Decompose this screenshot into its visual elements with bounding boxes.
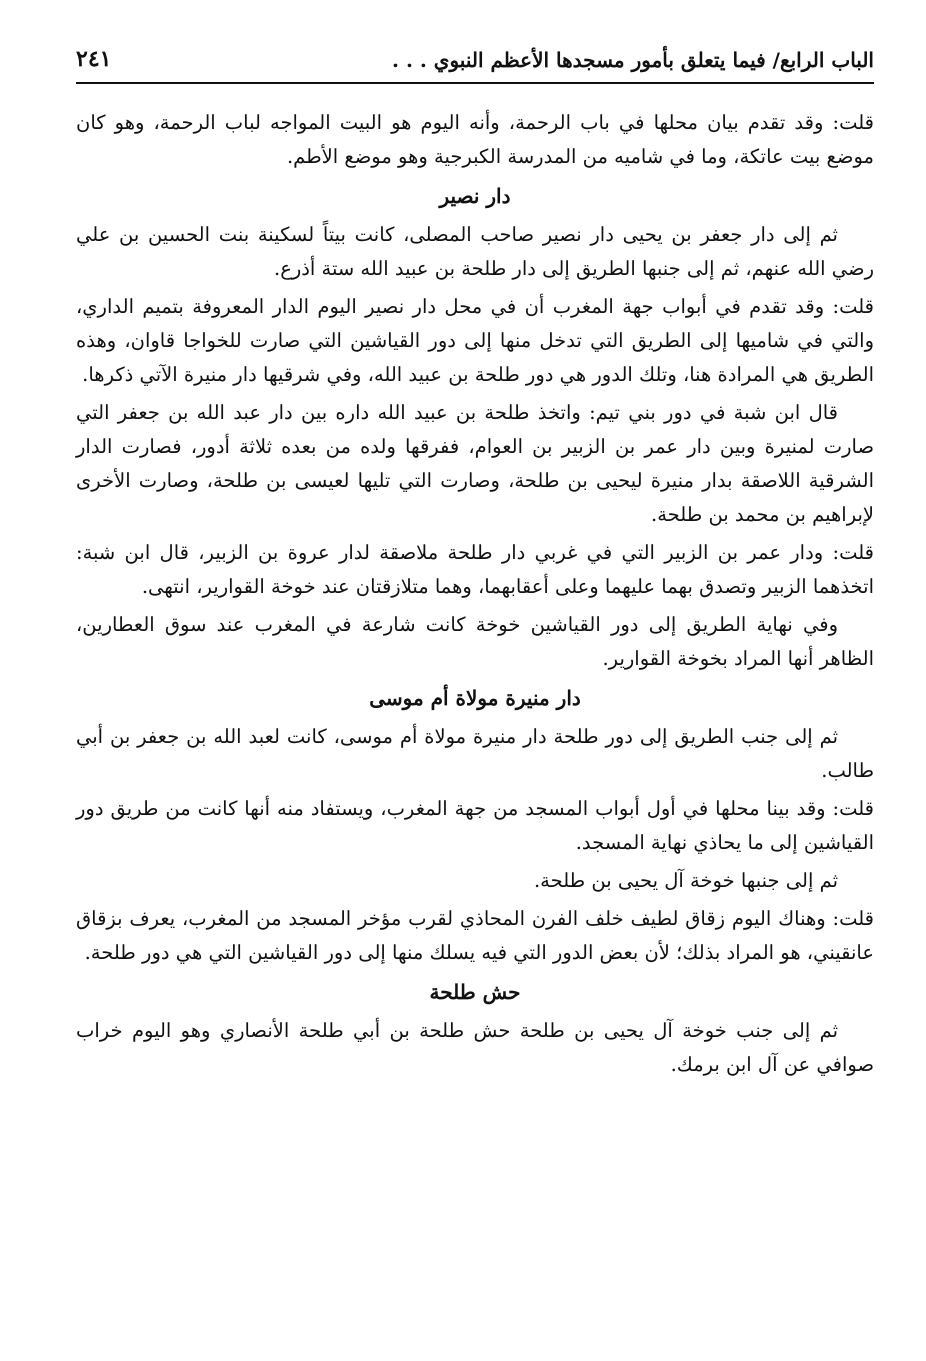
paragraph: ثم إلى جنب الطريق إلى دور طلحة دار منيرة مولاة أم موسى، كانت لعبد الله بن جعفر بن أبي طالب. xyxy=(76,725,874,782)
paragraph: قلت: وقد تقدم بيان محلها في باب الرحمة، وأنه اليوم هو البيت المواجه لباب الرحمة، وهو كان موضع بيت عاتكة، وما في شاميه من المدرسة الكبرجية وهو موضع الأطم. xyxy=(76,111,874,168)
section-heading: دار منيرة مولاة أم موسى xyxy=(369,686,581,710)
paragraph: وفي نهاية الطريق إلى دور القياشين خوخة كانت شارعة في المغرب عند سوق العطارين، الظاهر أنها المراد بخوخة القوارير. xyxy=(76,613,874,670)
paragraph: ثم إلى جنب خوخة آل يحيى بن طلحة حش طلحة بن أبي طلحة الأنصاري وهو اليوم خراب صوافي عن آل ابن برمك. xyxy=(76,1019,874,1076)
section-heading: حش طلحة xyxy=(429,980,521,1004)
paragraph: قلت: ودار عمر بن الزبير التي في غربي دار طلحة ملاصقة لدار عروة بن الزبير، قال ابن شبة: اتخذهما الزبير وتصدق بهما عليهما وعلى أعقابهما، وهما متلازقتان عند خوخة القوارير، انتهى. xyxy=(76,541,874,598)
paragraph: ثم إلى دار جعفر بن يحيى دار نصير صاحب المصلى، كانت بيتاً لسكينة بنت الحسين بن علي رضي الله عنهم، ثم إلى جنبها الطريق إلى دار طلحة بن عبيد الله ستة أذرع. xyxy=(76,223,874,280)
page-body xyxy=(76,84,874,1082)
page-number: ٢٤١ xyxy=(76,46,112,72)
running-header xyxy=(76,38,874,84)
paragraph: ثم إلى جنبها خوخة آل يحيى بن طلحة. xyxy=(533,869,838,892)
chapter-running-title: الباب الرابع/ فيما يتعلق بأمور مسجدها الأعظم النبوي . . . xyxy=(392,48,874,72)
book-page xyxy=(76,38,874,1341)
paragraph: قال ابن شبة في دور بني تيم: واتخذ طلحة بن عبيد الله داره بين دار عبد الله بن جعفر التي صارت لمنيرة وبين دار عمر بن الزبير بن العوام، ففرقها ولده من بعده ثلاثة أدور، فصارت الدار الشرقية اللاصقة بدار منيرة ليحيى بن طلحة، وصارت التي تليها لعيسى بن طلحة، وصارت الأخرى لإبراهيم بن محمد بن طلحة. xyxy=(76,401,874,526)
section-heading: دار نصير xyxy=(439,184,511,208)
paragraph: قلت: وقد تقدم في أبواب جهة المغرب أن في محل دار نصير اليوم الدار المعروفة بتميم الداري، والتي في شاميها إلى الطريق التي تدخل منها إلى دور القياشين التي صارت للخواجا قاوان، وهذه الطريق هي المرادة هنا، وتلك الدور هي دور طلحة بن عبيد الله، وفي شرقيها دار منيرة الآتي ذكرها. xyxy=(76,295,874,386)
paragraph: قلت: وقد بينا محلها في أول أبواب المسجد من جهة المغرب، ويستفاد منه أنها كانت من طريق دور القياشين إلى ما يحاذي نهاية المسجد. xyxy=(76,797,874,854)
paragraph: قلت: وهناك اليوم زقاق لطيف خلف الفرن المحاذي لقرب مؤخر المسجد من المغرب، يعرف بزقاق عانقيني، هو المراد بذلك؛ لأن بعض الدور التي فيه يسلك منها إلى دور القياشين التي هي دور طلحة. xyxy=(76,907,874,964)
